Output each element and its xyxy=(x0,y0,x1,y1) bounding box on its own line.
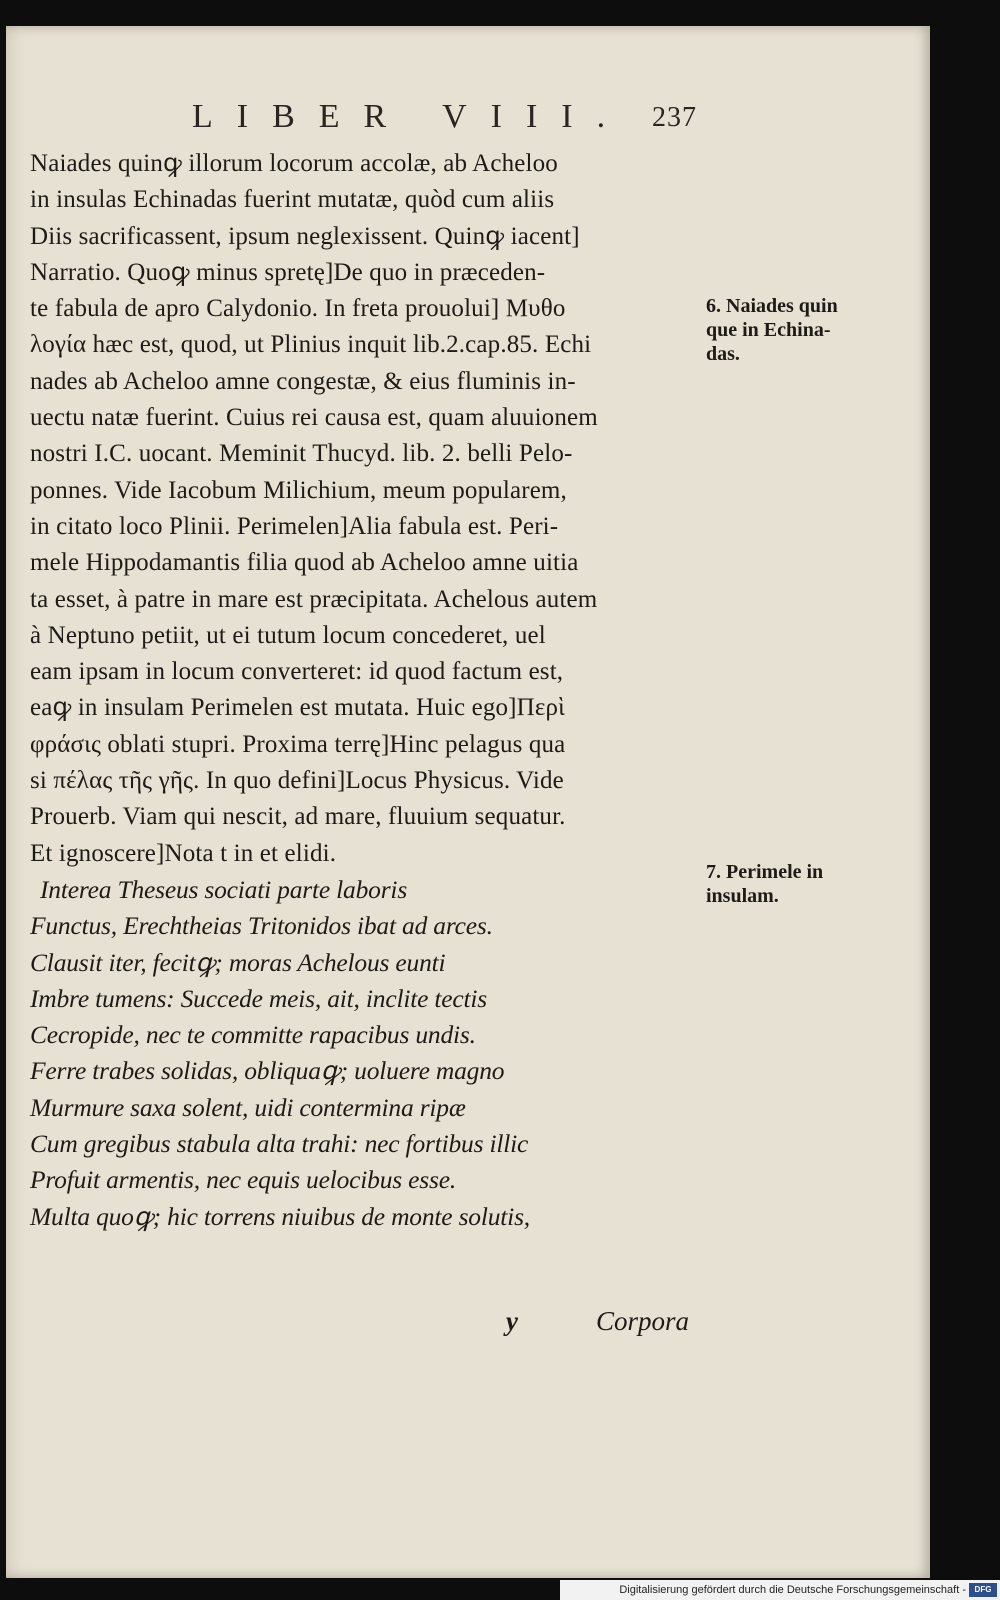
running-header xyxy=(192,98,792,148)
commentary-line: à Neptuno petiit, ut ei tutum locum concederet, uel xyxy=(30,621,546,649)
digitization-footer xyxy=(560,1580,1000,1600)
verse-line: Interea Theseus sociati parte laboris xyxy=(40,874,408,904)
marginal-note-line: 7. Perimele in xyxy=(706,861,824,883)
book-page xyxy=(6,26,930,1578)
commentary-line: Diis sacrificassent, ipsum neglexissent. Quinꝙ iacent] xyxy=(30,222,580,250)
verse-line: Ferre trabes solidas, obliquaꝙ; uoluere magno xyxy=(30,1056,505,1086)
marginal-note-line: das. xyxy=(706,343,740,365)
marginal-note-6 xyxy=(706,294,896,366)
marginal-note-line: que in Echina- xyxy=(706,319,831,341)
footer-credit: Digitalisierung gefördert durch die Deutsche Forschungsgemeinschaft - xyxy=(619,1584,966,1596)
commentary-line: nades ab Acheloo amne congestæ, & eius fluminis in- xyxy=(30,367,576,395)
commentary-line: ponnes. Vide Iacobum Milichium, meum popularem, xyxy=(30,476,567,504)
commentary-line: te fabula de apro Calydonio. In freta prouolui] Μυθο xyxy=(30,295,566,323)
verse-line: Functus, Erechtheias Tritonidos ibat ad arces. xyxy=(30,911,493,941)
verse-line: Clausit iter, fecitꝙ; moras Achelous eunti xyxy=(30,947,446,977)
signature-mark: y xyxy=(506,1306,518,1336)
marginal-note-7 xyxy=(706,860,896,908)
verse-line: Cecropide, nec te committe rapacibus undis. xyxy=(30,1020,476,1050)
commentary-line: Narratio. Quoꝙ minus spretę]De quo in præceden- xyxy=(30,258,546,286)
commentary-line: λογία hæc est, quod, ut Plinius inquit lib.2.cap.85. Echi xyxy=(30,331,592,359)
marginal-note-line: insulam. xyxy=(706,885,779,907)
verse-line: Multa quoꝙ; hic torrens niuibus de monte solutis, xyxy=(30,1201,530,1231)
commentary-line: uectu natæ fuerint. Cuius rei causa est, quam aluuionem xyxy=(30,404,598,432)
text-block xyxy=(30,146,720,1235)
verse-line: Cum gregibus stabula alta trahi: nec fortibus illic xyxy=(30,1129,529,1159)
commentary-line: nostri I.C. uocant. Meminit Thucyd. lib. 2. belli Pelo- xyxy=(30,440,573,468)
running-title: LIBER VIII. xyxy=(192,98,630,135)
commentary-line: Naiades quinꝙ illorum locorum accolæ, ab Acheloo xyxy=(30,150,558,177)
commentary-line: in insulas Echinadas fuerint mutatæ, quòd cum aliis xyxy=(30,186,555,214)
verse-line: Imbre tumens: Succede meis, ait, inclite tectis xyxy=(30,983,488,1013)
verse-line: Profuit armentis, nec equis uelocibus esse. xyxy=(30,1165,457,1195)
commentary-line: eam ipsam in locum converteret: id quod factum est, xyxy=(30,658,564,686)
commentary-line: Et ignoscere]Nota t in et elidi. xyxy=(30,839,337,867)
catchword: Corpora xyxy=(596,1306,690,1336)
commentary-line: mele Hippodamantis filia quod ab Acheloo amne uitia xyxy=(30,549,579,577)
marginal-note-line: 6. Naiades quin xyxy=(706,295,838,317)
page-number: 237 xyxy=(652,102,697,133)
commentary-line: Prouerb. Viam qui nescit, ad mare, fluuium sequatur. xyxy=(30,803,566,831)
commentary-line: ta esset, à patre in mare est præcipitata. Achelous autem xyxy=(30,585,598,613)
verse-text xyxy=(30,872,720,1235)
commentary-line: φράσις oblati stupri. Proxima terrę]Hinc pelagus qua xyxy=(30,730,566,758)
dfg-logo-icon: DFG xyxy=(969,1583,997,1597)
verse-line: Murmure saxa solent, uidi contermina ripæ xyxy=(30,1092,466,1122)
commentary-line: in citato loco Plinii. Perimelen]Alia fabula est. Peri- xyxy=(30,512,559,540)
commentary-text xyxy=(30,146,720,872)
commentary-line: eaꝙ in insulam Perimelen est mutata. Huic ego]Περὶ xyxy=(30,694,566,722)
commentary-line: si πέλας τῆς γῆς. In quo defini]Locus Physicus. Vide xyxy=(30,767,564,795)
